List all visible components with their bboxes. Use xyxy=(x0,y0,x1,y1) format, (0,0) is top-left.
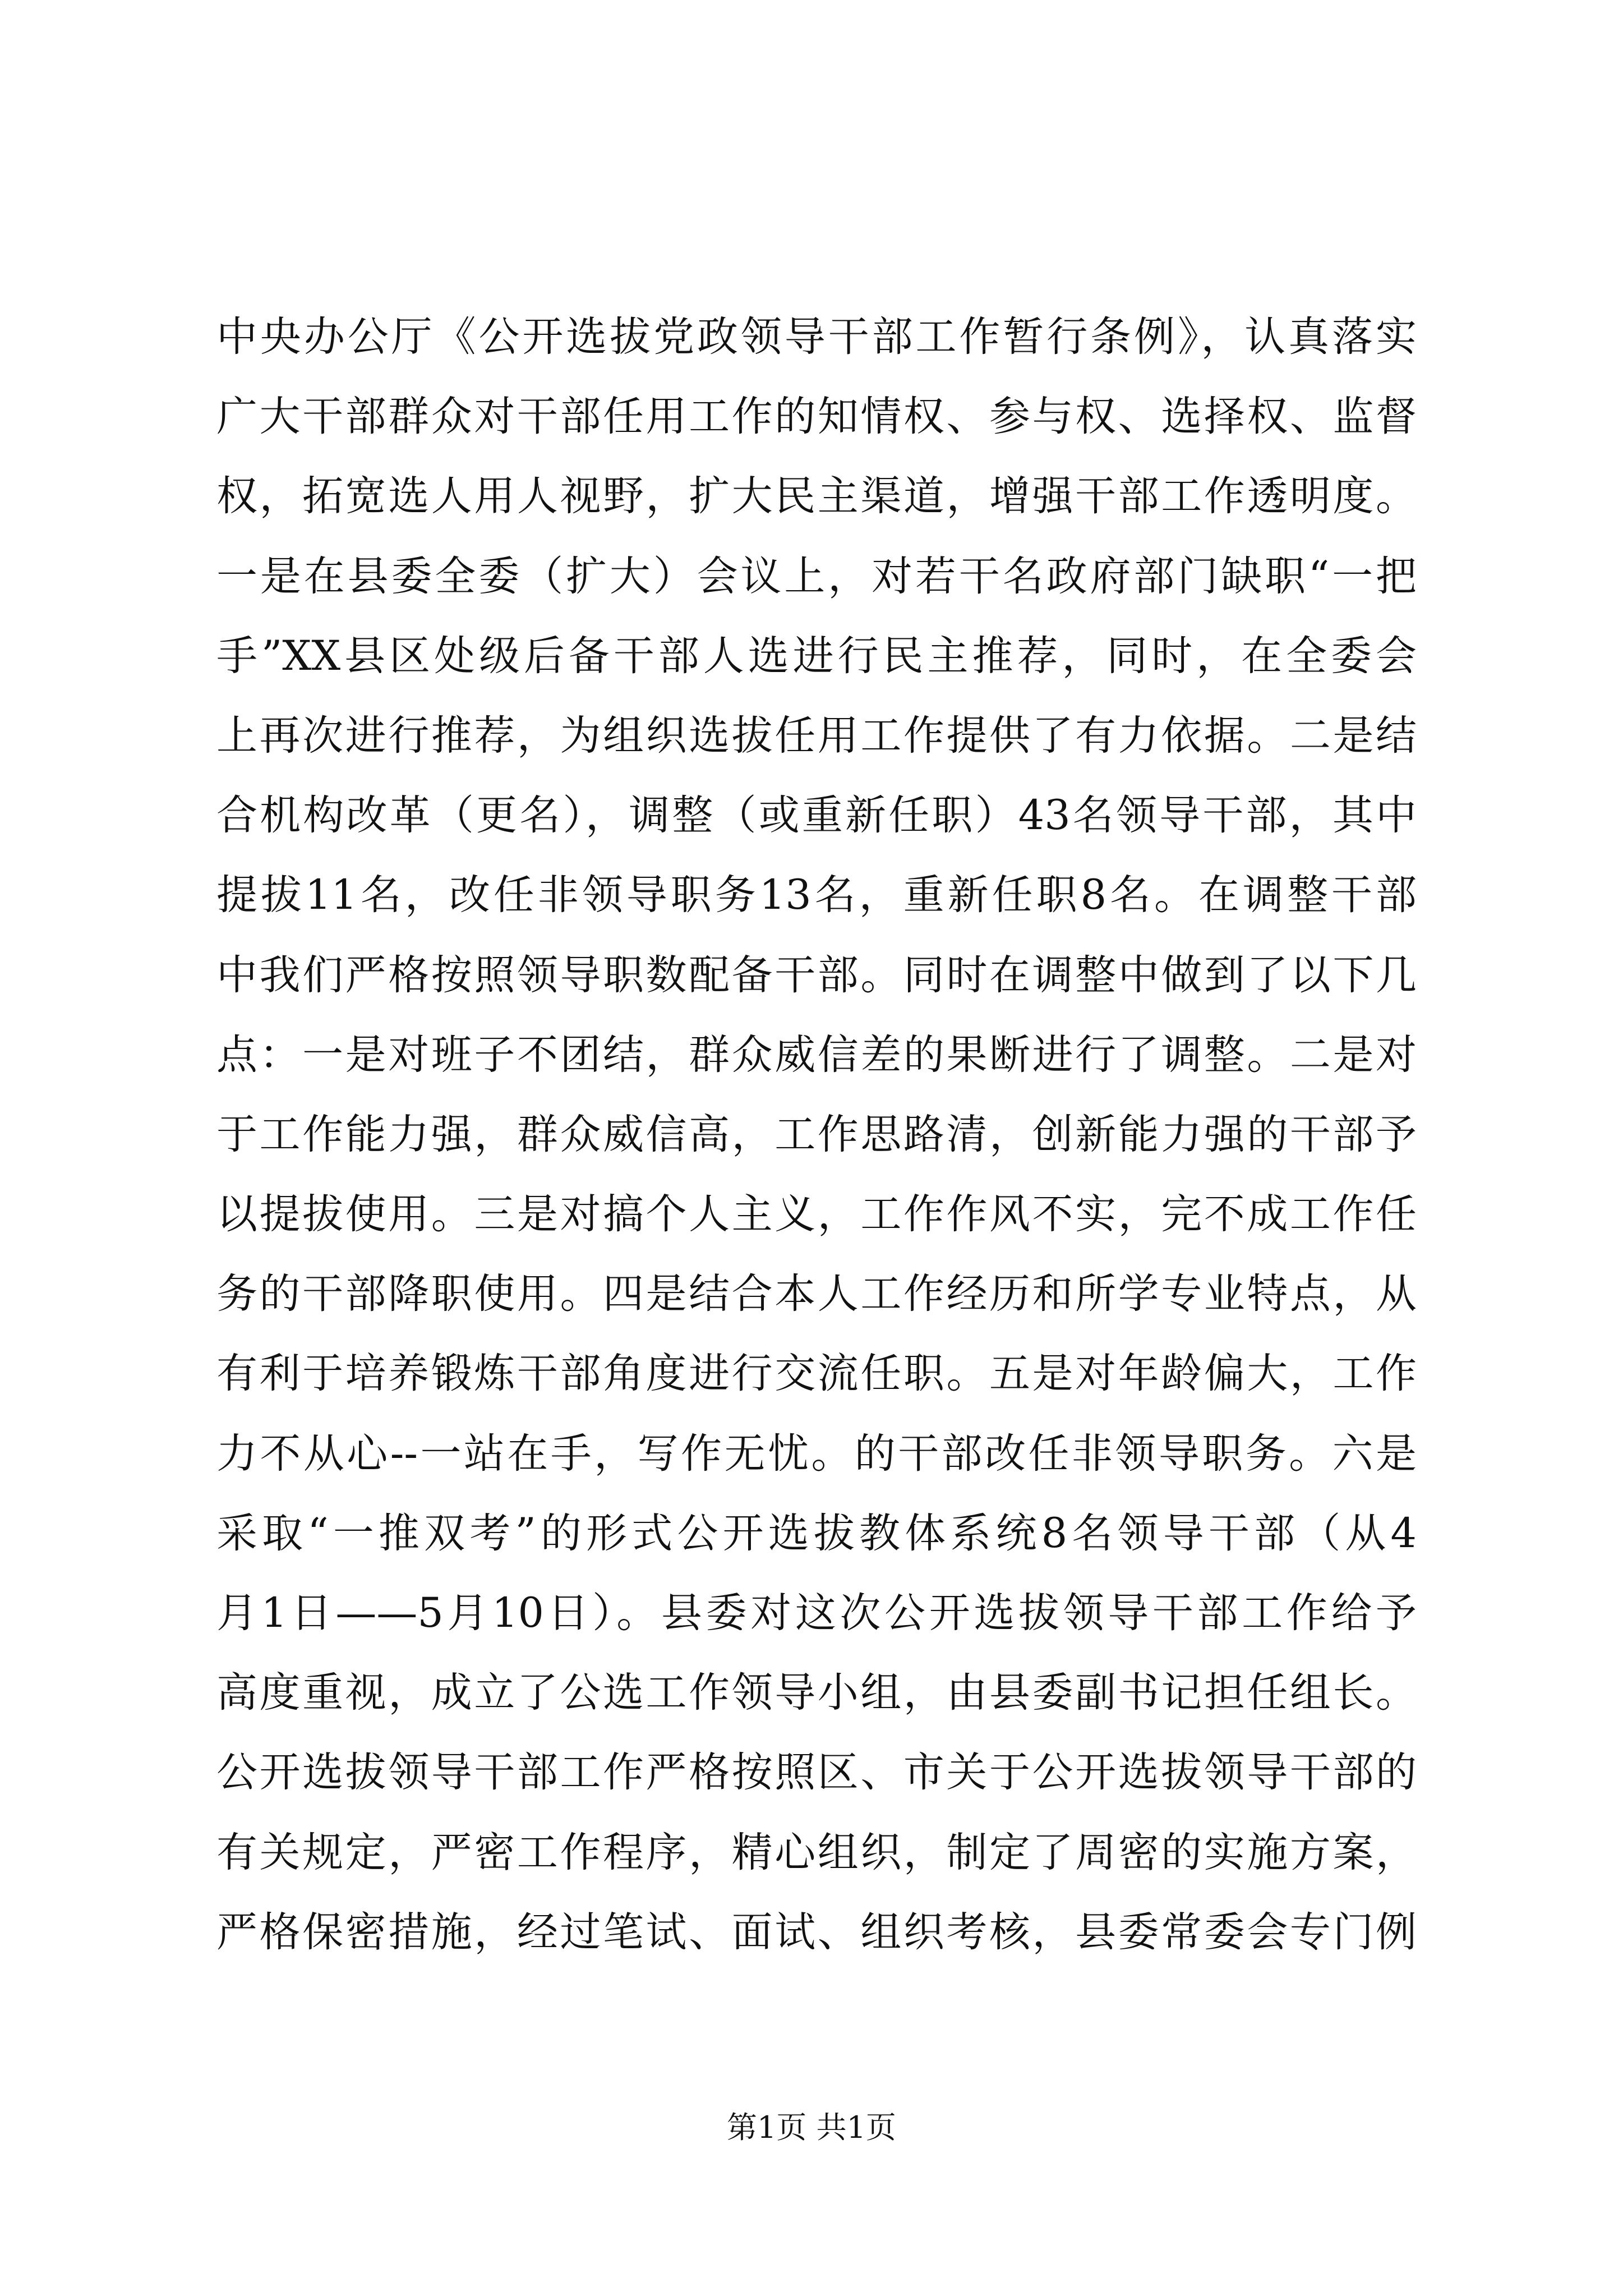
text-line: 广大干部群众对干部任用工作的知情权、参与权、选择权、监督 xyxy=(216,393,1417,441)
text-line: 手”XX县区处级后备干部人选进行民主推荐，同时，在全委会 xyxy=(216,632,1417,680)
text-line: 中央办公厅《公开选拔党政领导干部工作暂行条例》，认真落实 xyxy=(216,313,1417,361)
text-line: 采取“一推双考”的形式公开选拔教体系统8名领导干部（从4 xyxy=(216,1509,1417,1557)
text-line: 务的干部降职使用。四是结合本人工作经历和所学专业特点，从 xyxy=(216,1270,1417,1318)
text-line: 点：一是对班子不团结，群众威信差的果断进行了调整。二是对 xyxy=(216,1030,1417,1079)
text-line: 于工作能力强，群众威信高，工作思路清，创新能力强的干部予 xyxy=(216,1110,1417,1158)
text-line: 有关规定，严密工作程序，精心组织，制定了周密的实施方案， xyxy=(216,1828,1417,1876)
text-line: 提拔11名，改任非领导职务13名，重新任职8名。在调整干部 xyxy=(216,871,1417,919)
text-line: 严格保密措施，经过笔试、面试、组织考核，县委常委会专门例 xyxy=(216,1908,1417,1956)
text-line: 一是在县委全委（扩大）会议上，对若干名政府部门缺职“一把 xyxy=(216,552,1417,600)
text-line: 合机构改革（更名），调整（或重新任职）43名领导干部，其中 xyxy=(216,792,1417,840)
text-line: 以提拔使用。三是对搞个人主义，工作作风不实，完不成工作任 xyxy=(216,1190,1417,1239)
text-line: 月1日——5月10日）。县委对这次公开选拔领导干部工作给予 xyxy=(216,1589,1417,1637)
page-footer: 第1页 共1页 xyxy=(727,2110,896,2145)
text-line: 力不从心--一站在手，写作无忧。的干部改任非领导职务。六是 xyxy=(216,1429,1417,1478)
text-line: 上再次进行推荐，为组织选拔任用工作提供了有力依据。二是结 xyxy=(216,711,1417,760)
text-line: 高度重视，成立了公选工作领导小组，由县委副书记担任组长。 xyxy=(216,1669,1417,1717)
text-line: 权，拓宽选人用人视野，扩大民主渠道，增强干部工作透明度。 xyxy=(216,472,1417,521)
body-text xyxy=(216,297,1417,1972)
text-line: 有利于培养锻炼干部角度进行交流任职。五是对年龄偏大，工作 xyxy=(216,1350,1417,1398)
text-line: 公开选拔领导干部工作严格按照区、市关于公开选拔领导干部的 xyxy=(216,1749,1417,1797)
text-line: 中我们严格按照领导职数配备干部。同时在调整中做到了以下几 xyxy=(216,951,1417,999)
